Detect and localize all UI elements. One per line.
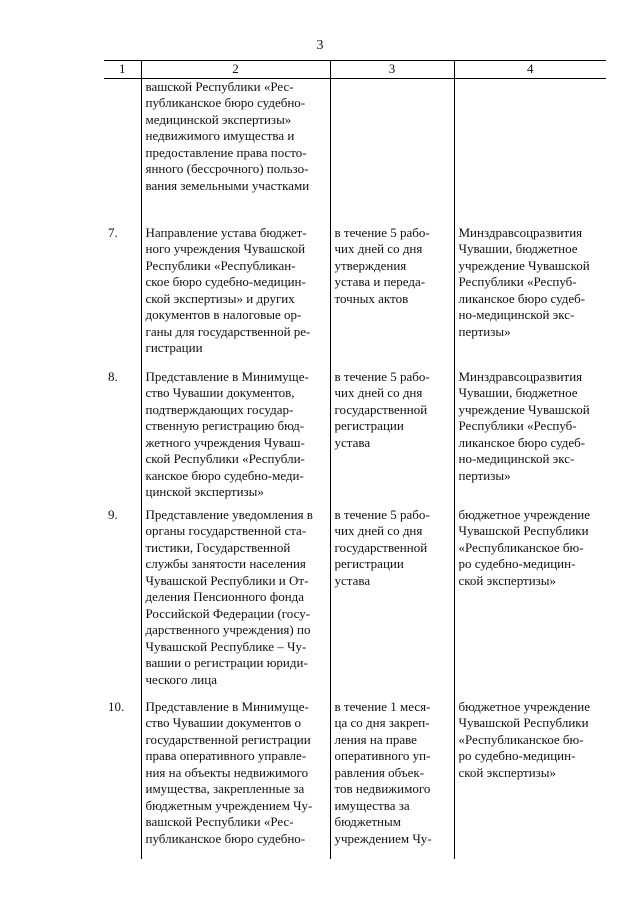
row-responsible [454,78,606,213]
row-action: вашской Республики «Рес- публиканское бюро судебно- медицинской экспертизы» недвижимого имущества и предоставление права посто- янного (бессрочного) пользо- вания земельными участками [141,78,330,213]
row-term: в течение 5 рабо- чих дней со дня утверждения устава и переда- точных актов [330,213,454,357]
column-header-4: 4 [454,61,606,79]
plan-table [104,60,606,859]
row-term: в течение 5 рабо- чих дней со дня государственной регистрации устава [330,507,454,691]
column-header-1: 1 [104,61,141,79]
row-action: Представление в Минимуще- ство Чувашии документов, подтверждающих государ- ственную регистрацию бюд- жетного учреждения Чуваш- ской Республики «Республи- канское бюро судебно-меди- цинской экспертизы» [141,357,330,507]
row-number: 9. [108,506,118,522]
row-number: 8. [108,368,118,384]
row-responsible: Минздравсоцразвития Чувашии, бюджетное учреждение Чувашской Республики «Респуб- ликанское бюро судеб- но-медицинской экс- пертизы» [454,213,606,357]
row-responsible: бюджетное учреждение Чувашской Республики «Республиканское бю- ро судебно-медицин- ской экспертизы» [454,507,606,691]
column-header-3: 3 [330,61,454,79]
row-action: Направление устава бюджет- ного учреждения Чувашской Республики «Республикан- ское бюро судебно-медицин- ской экспертизы» и других документов в налоговые ор- ганы для государственной ре- гистрации [141,213,330,357]
table-row [104,78,606,213]
row-action: Представление в Минимуще- ство Чувашии документов о государственной регистрации права оперативного управле- ния на объекты недвижимого имущества, закрепленные за бюджетным учреждением Чу- вашской Республики «Рес- публиканское бюро судебно- [141,691,330,859]
row-responsible: Минздравсоцразвития Чувашии, бюджетное учреждение Чувашской Республики «Респуб- ликанское бюро судеб- но-медицинской экс- пертизы» [454,357,606,507]
row-term: в течение 1 меся- ца со дня закреп- ления на праве оперативного уп- равления объек- тов недвижимого имущества за бюджетным учреждением Чу- [330,691,454,859]
row-action: Представление уведомления в органы государственной ста- тистики, Государственной службы занятости населения Чувашской Республики и От- деления Пенсионного фонда Российской Федерации (госу- дарственного учреждения) по Чувашской Республике – Чу- вашии о регистрации юриди- ческого лица [141,507,330,691]
table-row [104,691,606,859]
table-row [104,213,606,357]
table-row [104,507,606,691]
row-number: 7. [108,224,118,240]
row-number [104,78,141,213]
row-number: 10. [108,698,125,714]
column-header-2: 2 [141,61,330,79]
row-responsible: бюджетное учреждение Чувашской Республики «Республиканское бю- ро судебно-медицин- ской экспертизы» [454,691,606,859]
row-term [330,78,454,213]
table-row [104,357,606,507]
page-number: 3 [316,38,324,53]
table-header-row [104,61,606,79]
row-term: в течение 5 рабо- чих дней со дня государственной регистрации устава [330,357,454,507]
